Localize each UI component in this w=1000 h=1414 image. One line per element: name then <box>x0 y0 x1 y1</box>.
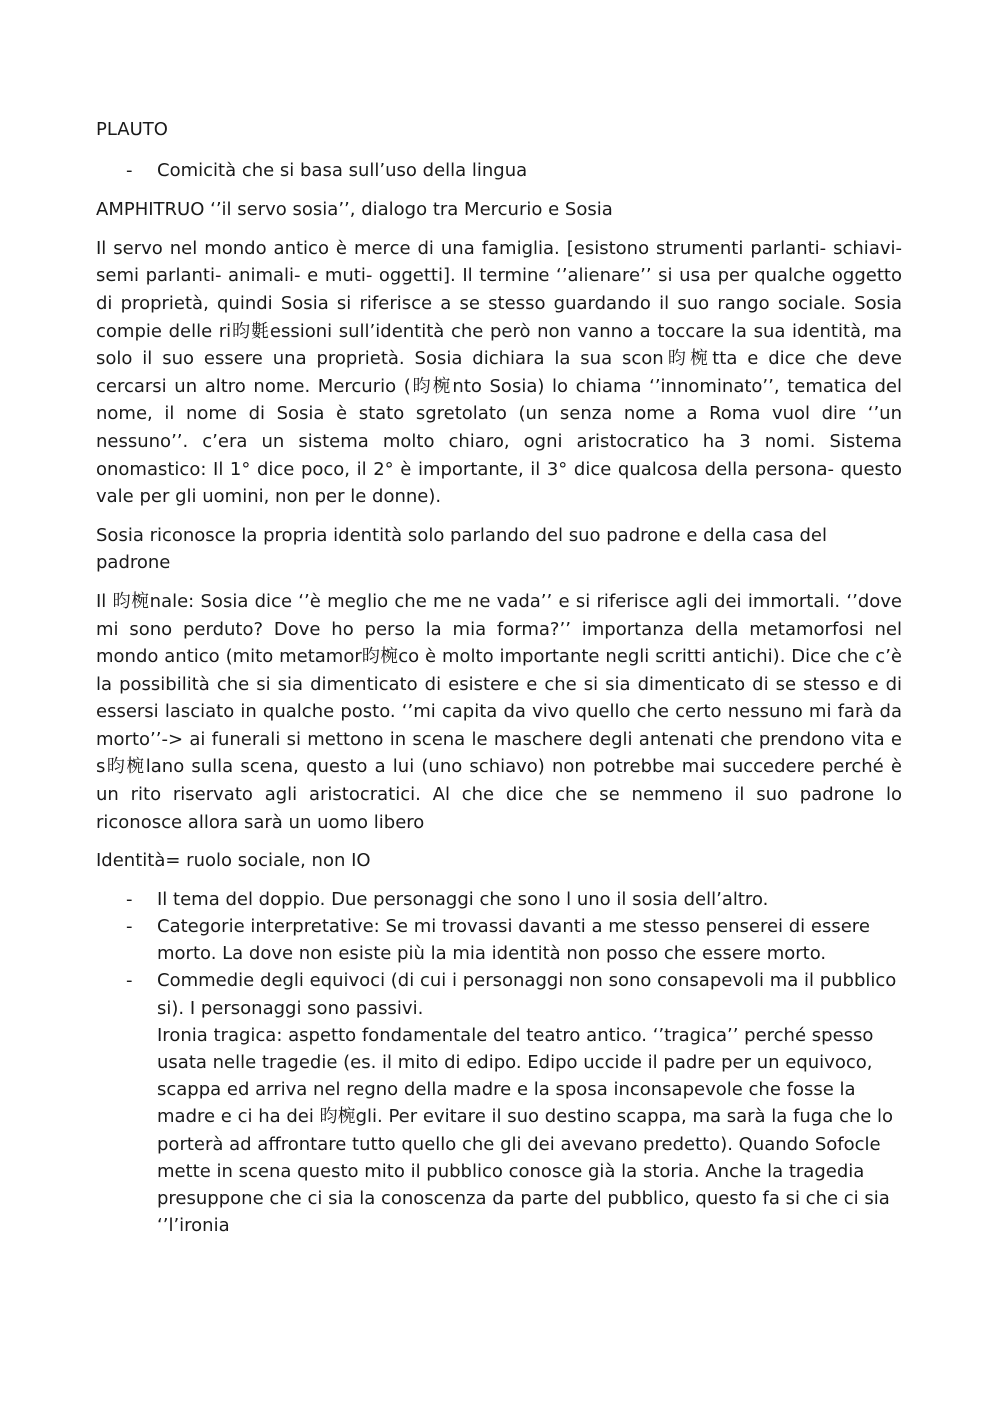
list-item <box>96 157 902 184</box>
paragraph: Sosia riconosce la propria identità solo parlando del suo padrone e della casa del padrone <box>96 524 827 574</box>
list-item <box>96 967 902 1239</box>
list-item-text: Il tema del doppio. Due personaggi che sono l uno il sosia dell’altro. <box>157 888 769 910</box>
list-item-text: Commedie degli equivoci (di cui i personaggi non sono consapevoli ma il pubblico si). I personaggi sono passivi. <box>157 970 897 1019</box>
dash-bullet: - <box>126 160 133 181</box>
paragraph: Identità= ruolo sociale, non IO <box>96 850 371 872</box>
intro-list <box>96 157 902 184</box>
list-item-continuation: Ironia tragica: aspetto fondamentale del teatro antico. ‘’tragica’’ perché spesso usata nelle tragedie (es. il mito di edipo. Edipo uccide il padre per un equivoco, scappa ed arriva nel regno della madre e la sposa inconsapevole che fosse la madre e ci ha dei 昀椀gli. Per evitare il suo destino scappa, ma sarà la fuga che lo porterà ad affrontare tutto quello che gli dei avevano predetto). Quando Sofocle mette in scena questo mito il pubblico conosce già la storia. Anche la tragedia presuppone che ci sia la conoscenza da parte del pubblico, questo fa si che ci sia ‘’l’ironia <box>157 1024 894 1237</box>
list-item <box>96 886 902 913</box>
subheading: AMPHITRUO ‘’il servo sosia’’, dialogo tra Mercurio e Sosia <box>96 199 613 221</box>
dash-bullet: - <box>126 888 133 910</box>
paragraph: Il servo nel mondo antico è merce di una famiglia. [esistono strumenti parlanti- schiavi- semi parlanti- animali- e muti- oggetti]. Il termine ‘’alienare’’ si usa per qualche oggetto di proprietà, quindi Sosia si riferisce a se stesso guardando il suo rango sociale. Sosia compie delle ri昀氀essioni sull’identità che però non vanno a toccare la sua identità, ma solo il suo essere una proprietà. Sosia dichiara la sua scon昀椀tta e dice che deve cercarsi un altro nome. Mercurio (昀椀nto Sosia) lo chiama ‘’innominato’’, tematica del nome, il nome di Sosia è stato sgretolato (un senza nome a Roma vuol dire ‘’un nessuno’’. c’era un sistema molto chiaro, ogni aristocratico ha 3 nomi. Sistema onomastico: Il 1° dice poco, il 2° è importante, il 3° dice qualcosa della persona- questo vale per gli uomini, non per le donne). <box>96 237 902 508</box>
list-item <box>96 913 902 967</box>
dash-bullet: - <box>126 916 133 938</box>
paragraph: Il 昀椀nale: Sosia dice ‘’è meglio che me ne vada’’ e si riferisce agli dei immortali. ‘’dove mi sono perduto? Dove ho perso la mia forma?’’ importanza della metamorfosi nel mondo antico (mito metamor昀椀co è molto importante negli scritti antichi). Dice che c’è la possibilità che si sia dimenticato di esistere e che si sia dimenticato di se stesso e di essersi lasciato in qualche posto. ‘’mi capita da vivo quello che certo nessuno mi farà da morto’’-> ai funerali si mettono in scena le maschere degli antenati che prendono vita e s昀椀lano sulla scena, questo a lui (uno schiavo) non potrebbe mai succedere perché è un rito riservato agli aristocratici. Al che dice che se nemmeno il suo padrone lo riconosce allora sarà un uomo libero <box>96 590 902 833</box>
list-item-text: Categorie interpretative: Se mi trovassi davanti a me stesso penserei di essere morto. La dove non esiste più la mia identità non posso che essere morto. <box>157 916 870 965</box>
document-title: PLAUTO <box>96 119 168 140</box>
dash-bullet: - <box>126 970 133 992</box>
document-body <box>96 116 902 1252</box>
topics-list <box>96 886 902 1240</box>
intro-bullet-text: Comicità che si basa sull’uso della lingua <box>157 160 528 181</box>
